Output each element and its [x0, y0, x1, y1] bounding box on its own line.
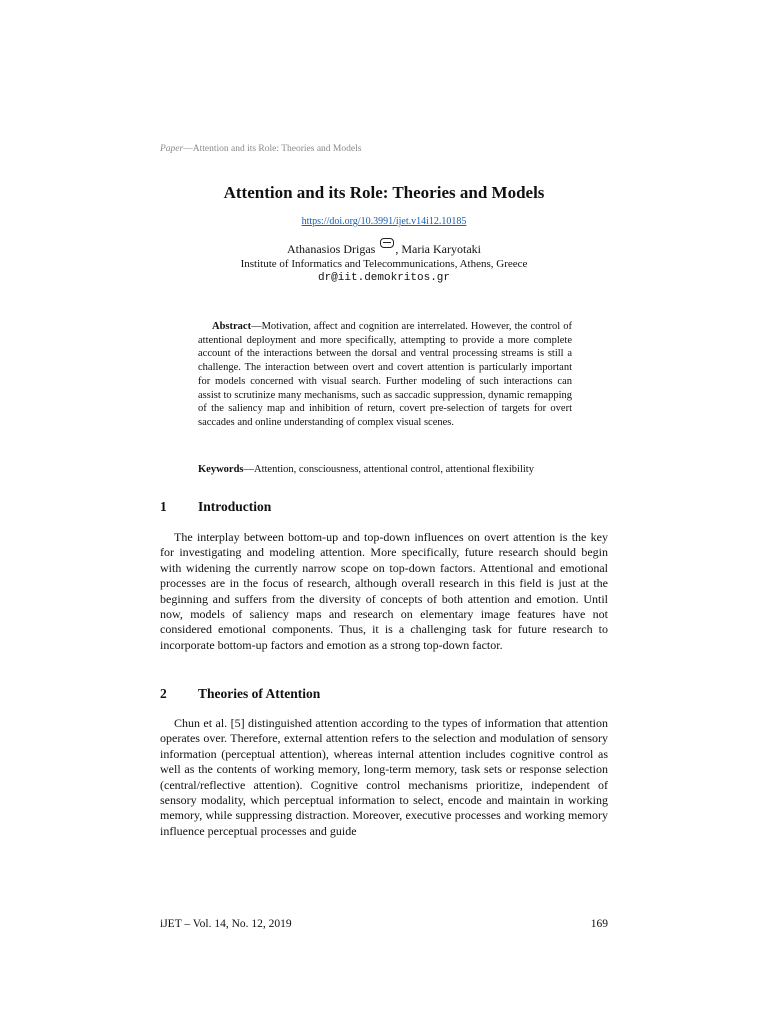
- abstract: [198, 320, 572, 430]
- footer-journal: iJET – Vol. 14, No. 12, 2019: [160, 918, 292, 930]
- section-heading-introduction: [160, 499, 271, 515]
- running-head-journal: Paper: [160, 144, 184, 154]
- running-head-title: —Attention and its Role: Theories and Models: [183, 144, 362, 154]
- email-address: dr@iit.demokritos.gr: [317, 272, 451, 284]
- abstract-label: Abstract: [212, 321, 252, 332]
- affiliation: Institute of Informatics and Telecommunications, Athens, Greece: [240, 258, 528, 270]
- section-title: Introduction: [198, 499, 272, 514]
- mail-icon[interactable]: [380, 238, 394, 248]
- keywords: [198, 463, 572, 477]
- running-head: [160, 144, 361, 154]
- keywords-label: Keywords: [198, 464, 244, 475]
- section-number: 2: [160, 686, 167, 701]
- paper-title: Attention and its Role: Theories and Models: [223, 183, 545, 202]
- abstract-text: —Motivation, affect and cognition are interrelated. However, the control of attentional deployment and more specifically, attempting to provide a more complete account of the interactions between the dorsal and ventral processing streams is still a challenge. The interaction between overt and covert attention is particularly important for models concerned with visual search. Further modeling of such interactions can assist to scrutinize many mechanisms, such as saccadic suppression, dynamic remapping of the saliency map and inhibition of return, covert pre-selection of targets for overt saccades and online understanding of complex visual scenes.: [198, 321, 572, 428]
- theories-paragraph: Chun et al. [5] distinguished attention according to the types of information that attention operates over. Therefore, external attention refers to the selection and modulation of sensory information (perceptual attention), whereas internal attention includes cognitive control as well as the contents of working memory, long-term memory, task sets or response selection (central/reflective attention). Cognitive control mechanisms prioritize, independent of sensory modality, which perceptual information to select, encode and maintain in working memory, while suppressing distraction. Moreover, executive processes and working memory influence perceptual processes and guide: [160, 716, 608, 838]
- author-line: [160, 242, 608, 257]
- doi-link[interactable]: https://doi.org/10.3991/ijet.v14i12.10185: [301, 216, 467, 227]
- section-title: Theories of Attention: [198, 686, 321, 701]
- author-first: Athanasios Drigas: [287, 242, 376, 256]
- author-rest: , Maria Karyotaki: [395, 242, 481, 256]
- keywords-text: —Attention, consciousness, attentional control, attentional flexibility: [243, 464, 534, 475]
- page-number: 169: [590, 918, 608, 930]
- introduction-paragraph: The interplay between bottom-up and top-down influences on overt attention is the key for investigating and modeling attention. More specifically, future research should begin with widening the currently narrow scope on top-down factors. Attentional and emotional processes are in the focus of research, although overall research in this field is just at the beginning and suffers from the diversity of concepts of both attention and emotion. Until now, models of saliency maps and research on elementary image features have not considered emotional components. Thus, it is a challenging task for future research to incorporate bottom-up factors and emotion as a strong top-down factor.: [160, 530, 608, 652]
- section-heading-theories: [160, 686, 320, 702]
- section-number: 1: [160, 499, 167, 514]
